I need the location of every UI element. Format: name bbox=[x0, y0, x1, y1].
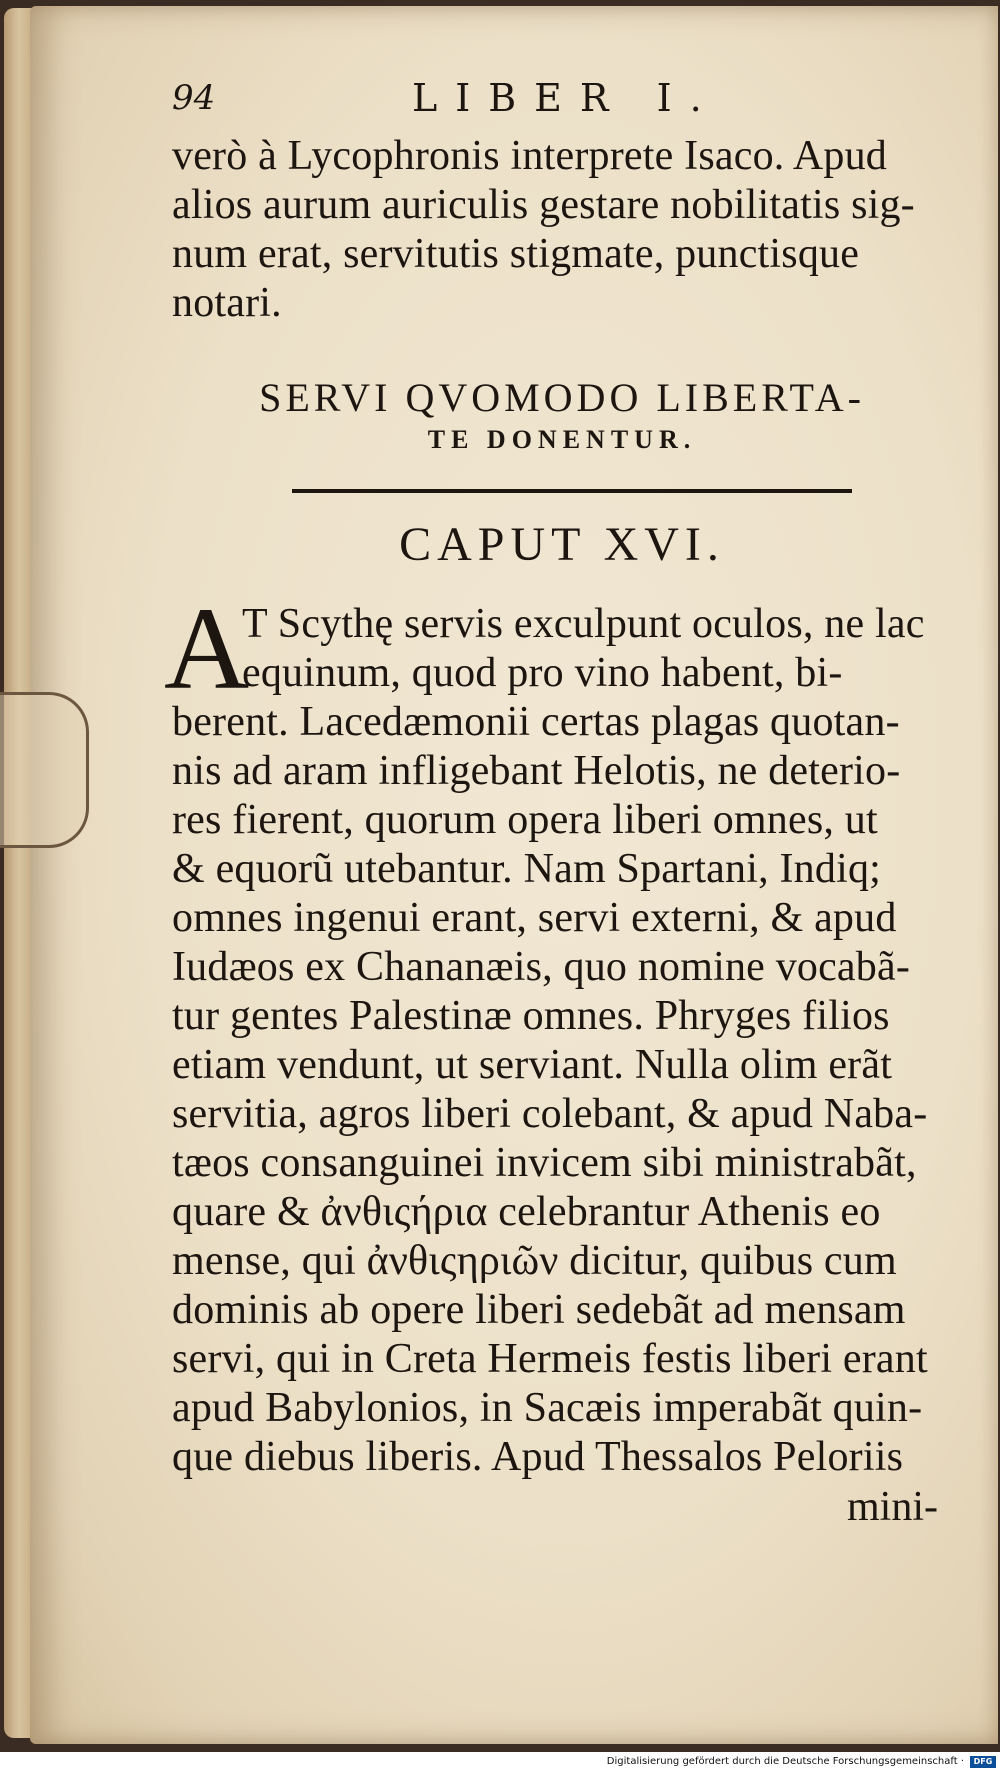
chapter-heading: CAPUT XVI. bbox=[399, 518, 725, 571]
text-line: etiam vendunt, ut serviant. Nulla olim erãt bbox=[172, 1042, 893, 1088]
running-head bbox=[172, 76, 952, 132]
text-line: Iudæos ex Chananæis, quo nomine vocabã- bbox=[172, 944, 911, 990]
chapter-paragraph bbox=[164, 583, 952, 1482]
drop-cap: A bbox=[164, 583, 250, 714]
text-line: quare & ἀνθιςήρια celebrantur Athenis eo bbox=[172, 1189, 881, 1235]
text-line: berent. Lacedæmonii certas plagas quotan- bbox=[172, 699, 900, 745]
text-line: & equorũ utebantur. Nam Spartani, Indiq; bbox=[172, 846, 882, 892]
text-line: dominis ab opere liberi sedebãt ad mensam bbox=[172, 1287, 906, 1333]
text-line: servi, qui in Creta Hermeis festis liberi erant bbox=[172, 1336, 928, 1382]
text-line: servitia, agros liberi colebant, & apud Naba- bbox=[172, 1091, 928, 1137]
text-line: mense, qui ἀνθιςηριῶν dicitur, quibus cum bbox=[172, 1238, 897, 1284]
catchword: mini- bbox=[847, 1484, 938, 1530]
text-line: num erat, servitutis stigmate, punctisque bbox=[172, 231, 860, 277]
running-title: LIBER I. bbox=[412, 76, 720, 120]
text-line: omnes ingenui erant, servi externi, & apud bbox=[172, 895, 897, 941]
text-line: nis ad aram infligebant Helotis, ne deterio- bbox=[172, 748, 901, 794]
text-line: notari. bbox=[172, 280, 282, 326]
section-title-line-1: SERVI QVOMODO LIBERTA- bbox=[259, 375, 865, 420]
text-line: tæos consanguinei invicem sibi ministrabãt, bbox=[172, 1140, 917, 1186]
text-line: T Scythę servis exculpunt oculos, ne lac bbox=[242, 601, 925, 647]
text-line: apud Babylonios, in Sacæis imperabãt quin- bbox=[172, 1385, 923, 1431]
section-title-line-2: TE DONENTUR. bbox=[427, 425, 697, 454]
funding-credit: Digitalisierung gefördert durch die Deutsche Forschungsgemeinschaft · bbox=[606, 1756, 964, 1767]
text-column bbox=[164, 76, 952, 1532]
text-line: alios aurum auriculis gestare nobilitatis sig- bbox=[172, 182, 915, 228]
digitization-footer bbox=[0, 1752, 1000, 1772]
text-line: verò à Lycophronis interprete Isaco. Apud bbox=[172, 133, 887, 179]
text-line: tur gentes Palestinæ omnes. Phryges filios bbox=[172, 993, 890, 1039]
text-line: equinum, quod pro vino habent, bi- bbox=[242, 650, 843, 696]
horizontal-rule bbox=[292, 489, 852, 493]
clasp-tab bbox=[0, 692, 89, 848]
upper-paragraph bbox=[172, 132, 952, 328]
dfg-logo: DFG bbox=[970, 1756, 996, 1768]
text-line: res fierent, quorum opera liberi omnes, ut bbox=[172, 797, 878, 843]
page-number: 94 bbox=[172, 78, 216, 118]
text-line: que diebus liberis. Apud Thessalos Peloriis bbox=[172, 1434, 904, 1480]
